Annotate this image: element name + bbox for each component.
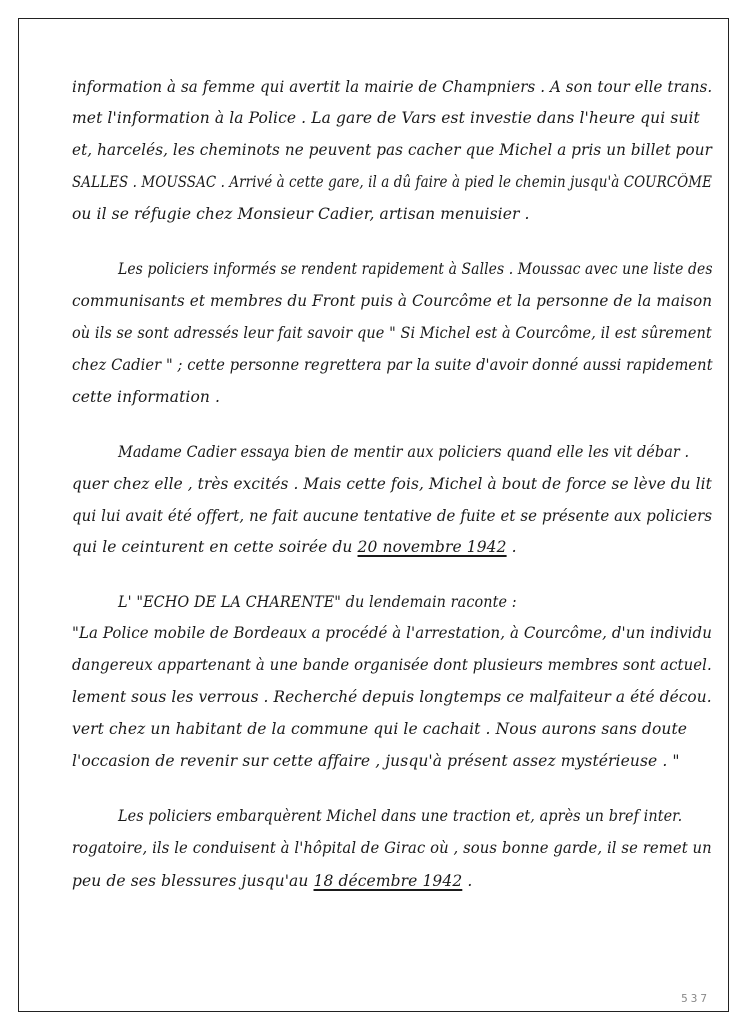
page-number: 537: [681, 992, 710, 1005]
text-line: [72, 537, 712, 557]
newspaper-intro: L' "ECHO DE LA CHARENTE" du lendemain raconte :: [118, 593, 517, 611]
quote-line: lement sous les verrous . Recherché depuis longtemps ce malfaiteur a été décou.: [72, 688, 712, 706]
text-fragment: .: [462, 872, 473, 890]
text-line: met l'information à la Police . La gare de Vars est investie dans l'heure qui suit: [72, 109, 700, 127]
text-line: cette information .: [72, 388, 221, 406]
date-arrest: 20 novembre 1942: [357, 538, 507, 556]
quote-line: dangereux appartenant à une bande organisée dont plusieurs membres sont actuel.: [72, 656, 712, 674]
text-fragment: qui le ceinturent en cette soirée du: [72, 538, 358, 556]
text-fragment: .: [506, 538, 517, 556]
date-release: 18 décembre 1942: [313, 872, 463, 890]
quote-line: vert chez un habitant de la commune qui le cachait . Nous aurons sans doute: [72, 720, 688, 738]
text-line: communisants et membres du Front puis à Courcôme et la personne de la maison: [72, 292, 713, 310]
text-line: ou il se réfugie chez Monsieur Cadier, artisan menuisier .: [72, 205, 530, 223]
text-line: SALLES . MOUSSAC . Arrivé à cette gare, il a dû faire à pied le chemin jusqu'à COURCÔME: [72, 173, 713, 191]
quote-line: "La Police mobile de Bordeaux a procédé à l'arrestation, à Courcôme, d'un individu: [72, 624, 712, 642]
text-line: chez Cadier " ; cette personne regrettera par la suite d'avoir donné aussi rapidement: [72, 356, 713, 374]
text-line: rogatoire, ils le conduisent à l'hôpital de Girac où , sous bonne garde, il se remet un: [72, 839, 712, 857]
text-line: Les policiers informés se rendent rapidement à Salles . Moussac avec une liste des: [118, 260, 713, 278]
text-line: quer chez elle , très excités . Mais cette fois, Michel à bout de force se lève du lit: [72, 475, 712, 493]
text-line: information à sa femme qui avertit la mairie de Champniers . A son tour elle trans.: [72, 78, 713, 96]
text-line: Madame Cadier essaya bien de mentir aux policiers quand elle les vit débar .: [118, 443, 690, 461]
text-line: et, harcelés, les cheminots ne peuvent pas cacher que Michel a pris un billet pour: [72, 141, 713, 159]
text-line: où ils se sont adressés leur fait savoir que " Si Michel est à Courcôme, il est sûrement: [72, 324, 712, 342]
text-line: qui lui avait été offert, ne fait aucune tentative de fuite et se présente aux policiers: [72, 507, 713, 525]
text-fragment: peu de ses blessures jusqu'au: [72, 872, 314, 890]
quote-line: l'occasion de revenir sur cette affaire , jusqu'à présent assez mystérieuse . ": [72, 752, 680, 770]
text-line: Les policiers embarquèrent Michel dans une traction et, après un bref inter.: [118, 807, 683, 825]
text-line: [72, 871, 712, 891]
